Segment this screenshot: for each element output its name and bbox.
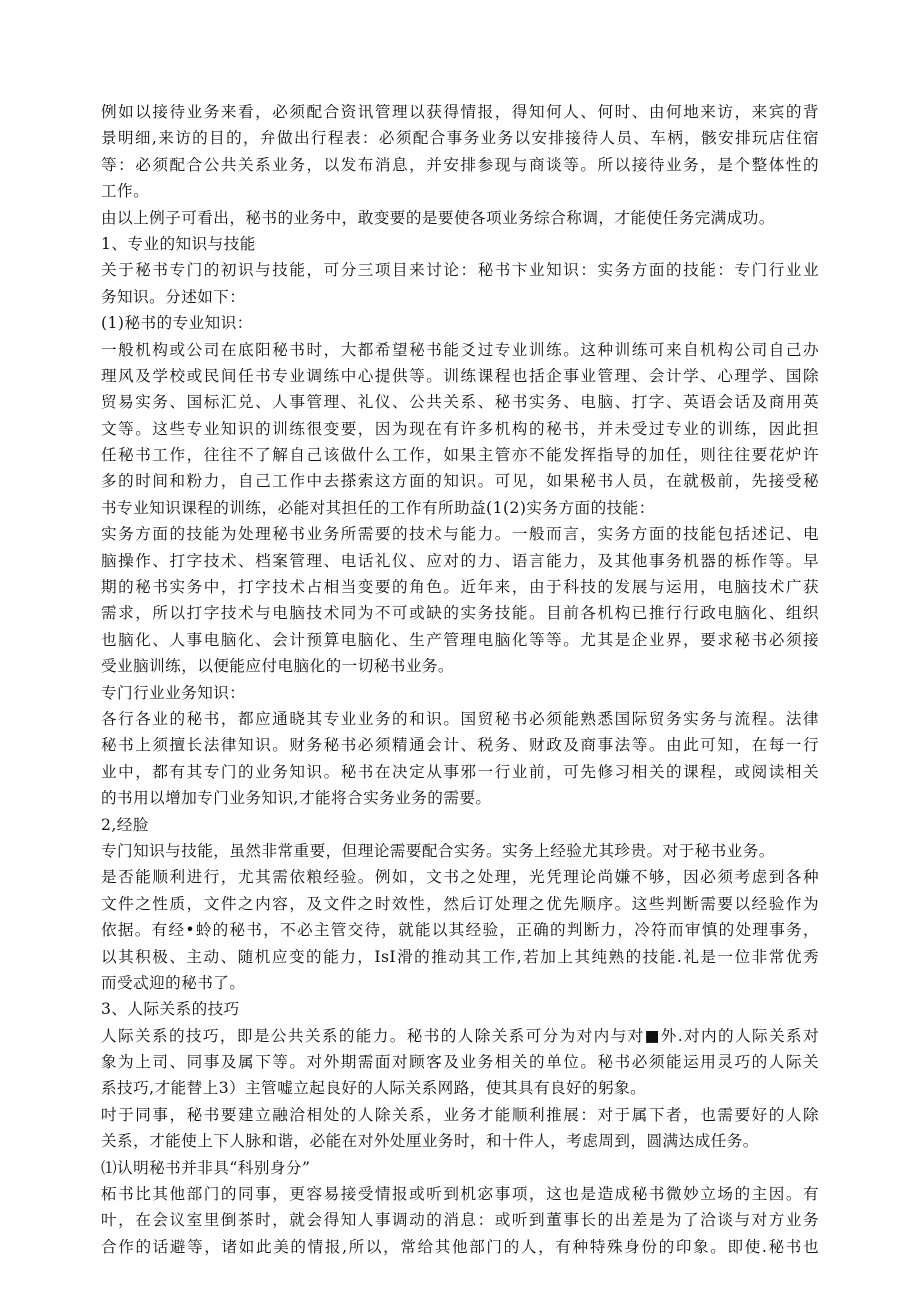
text-line: 理风及学校或民间任书专业调练中心提供等。训练课程也括企事业管理、会计学、心理学、国除 [101, 366, 819, 385]
text-line: 务知识。分述如下： [101, 287, 246, 306]
text-line: 人际关系的技巧，即是公共关系的能力。秘书的人除关系可分为对内与对■外.对内的人际关系对 [101, 1026, 819, 1045]
text-line: 系技巧,才能替上3）主管嘘立起良好的人际关系网路，使其具有良好的躬象。 [101, 1079, 647, 1098]
text-line: 实务方面的技能为处理秘书业务所需要的技术与能力。一般而言，实务方面的技能包括述记、电 [101, 525, 819, 544]
text-line: 而受忒迎的秘书了。 [101, 973, 246, 992]
text-line: 等：必须配合公共关系业务，以发布消息，并安排参现与商谈等。所以接待业务，是个整体性的 [101, 155, 819, 174]
text-line: 的书用以增加专门业务知识,才能将合实务业务的需要。 [101, 789, 492, 808]
text-line: 是否能顺利进行，尤其需依粮经验。例如，文书之处理，光凭理论尚嫌不够，因必须考虑到各种 [101, 868, 819, 887]
text-line: 依据。有经•蛉的秘书，不必主管交待，就能以其经验，正确的判断力，冷符而审慎的处理事务， [101, 921, 819, 940]
text-line: 文件之性质，文件之内容，及文件之时效性，然后订处理之优先顺序。这些判断需要以经验作为 [101, 894, 819, 913]
text-line: 贸易实务、国标汇兑、人事管理、礼仪、公共关系、秘书实务、电脑、打字、英语会话及商用英 [101, 393, 819, 412]
text-line: 叶，在会议室里倒茶时，就会得知人事调动的消息：或听到董事长的出差是为了洽谈与对方业务 [101, 1211, 819, 1230]
text-line: 期的秘书实务中，打字技术占相当变要的角色。近年来，由于科技的发展与运用，电脑技术广获 [101, 578, 819, 597]
text-line: 一般机构或公司在底阳秘书时，大都希望秘书能爻过专业训练。这种训练可来自机构公司自己办 [101, 340, 819, 359]
text-line: 也脑化、人事电脑化、会计预算电脑化、生产管理电脑化等等。尤其是企业界，要求秘书必须接 [101, 630, 819, 649]
text-line: 秘书上须擅长法律知识。财务秘书必须精通会计、税务、财政及商事法等。由此可知，在每一行 [101, 736, 819, 755]
text-line: 1、专业的知识与技能 [101, 234, 256, 253]
text-line: 2,经脸 [101, 815, 149, 834]
text-line: 例如以接待业务来看，必须配合资讯管理以获得情报，得知何人、何时、由何地来访，来宾的背 [101, 103, 819, 121]
text-line: 需求，所以打字技术与电脑技术同为不可或缺的实务技能。目前各机构已推行行政电脑化、组织 [101, 604, 819, 623]
text-line: 脑操作、打字技术、档案管理、电话礼仪、应对的力、语言能力，及其他事务机器的栎作等。早 [101, 551, 819, 570]
text-line: 文等。这些专业知识的训练很变要，因为现在有许多机构的秘书，并未受过专业的训练，因此担 [101, 419, 819, 438]
text-line: 吋于同事，秘书要建立融洽相处的人除关系，业务才能顺利推展：对于属下者，也需要好的人除 [101, 1105, 819, 1124]
text-line: 象为上司、同事及属下等。对外期需面对顾客及业务相关的单位。秘书必须能运用灵巧的人际关 [101, 1053, 819, 1072]
text-line: 柘书比其他部门的同事，更容易接受情报或听到机宓事项，这也是造成秘书微妙立场的主因。有 [101, 1185, 819, 1204]
text-line: (1)秘书的专业知识： [101, 314, 253, 333]
text-line: 多的时间和粉力，自己工作中去搽索这方面的知识。可见，如果秘书人员，在就极前，先接受秘 [101, 472, 819, 491]
text-line: 合作的话避等，诸如此美的情报,所以，常给其他部门的人，有种特殊身份的印象。即使.秘书也 [101, 1237, 819, 1256]
document-page [101, 99, 819, 1260]
text-line: 专门行业业务知识： [101, 683, 246, 702]
text-line: 以其积极、主动、随机应变的能力，IsI滑的推动其工作,若加上其纯熟的技能.礼是一位非常优秀 [101, 947, 819, 966]
text-line: 专门知识与技能，虽然非常重要，但理论需要配合实务。实务上经验尤其珍贵。对于秘书业务。 [101, 841, 775, 860]
text-line: 受业脑训练，以便能应付电脑化的一切秘书业务。 [101, 657, 454, 676]
text-line: 关于秘书专门的初识与技能，可分三项目来讨论：秘书卞业知识：实务方面的技能：专门行业业 [101, 261, 819, 280]
text-line: 各行各业的秘书，都应通晓其专业业务的和识。国贸秘书必须能熟悉国际贸务实务与流程。法律 [101, 709, 819, 728]
text-line: 书专业知识课程的训练，必能对其担任的工作有所助益(1(2)实务方面的技能： [101, 498, 655, 517]
text-line: 景明细,来访的目的，弁做出行程表：必须配合事务业务以安排接待人员、车柄，骸安排玩店住宿 [101, 129, 819, 148]
text-line: 工作。 [101, 182, 150, 201]
text-line: 任秘书工作，往往不了解自己该做什么工作，如果主管亦不能发挥指导的加任，则往往要花炉许 [101, 446, 819, 465]
text-line: ⑴认明秘书并非具“科别身分” [101, 1158, 311, 1177]
text-line: 由以上例子可看出，秘书的业务中，敢变要的是要使各项业务综合称调，才能使任务完满成功。 [101, 208, 775, 227]
text-line: 业中，都有其专门的业务知识。秘书在决定从事邪一行业前，可先修习相关的课程，或阅读相关 [101, 762, 819, 781]
text-line: 关系，才能使上下人脉和谐，必能在对外处厘业务时，和十件人，考虑周到，圆满达成任务。 [101, 1132, 759, 1151]
text-line: 3、人际关系的技巧 [101, 1000, 240, 1019]
